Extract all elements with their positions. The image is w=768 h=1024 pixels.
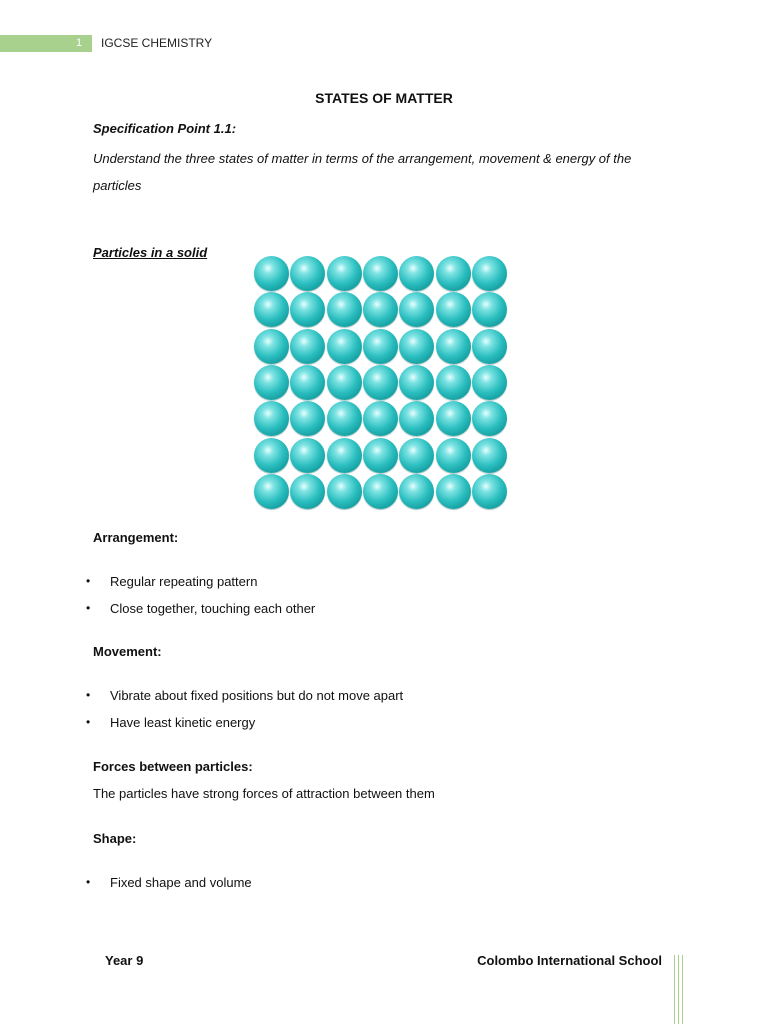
particle (399, 329, 434, 364)
particle (363, 365, 398, 400)
bullet-icon: • (86, 875, 91, 889)
particle (399, 365, 434, 400)
spec-point-text: Understand the three states of matter in terms of the arrangement, movement & energy of the particles (93, 151, 632, 193)
particle (472, 474, 507, 509)
particle (363, 401, 398, 436)
particle (290, 329, 325, 364)
particle (290, 292, 325, 327)
bullet-icon: • (86, 715, 91, 729)
particle (399, 401, 434, 436)
particle (290, 365, 325, 400)
particle (399, 474, 434, 509)
particle (436, 292, 471, 327)
particle (254, 365, 289, 400)
particle (436, 329, 471, 364)
bullet-icon: • (86, 688, 91, 702)
footer-rule (674, 955, 675, 1024)
page-title: STATES OF MATTER (315, 90, 453, 106)
particle (290, 438, 325, 473)
particle (399, 438, 434, 473)
bullet-icon: • (86, 574, 91, 588)
particle (363, 474, 398, 509)
particle (436, 474, 471, 509)
particle (327, 438, 362, 473)
shape-heading: Shape: (93, 831, 137, 846)
movement-heading: Movement: (93, 644, 162, 659)
particle (399, 256, 434, 291)
bullet-icon: • (86, 601, 91, 615)
page-number: 1 (75, 37, 83, 49)
particle (254, 329, 289, 364)
header-course-title: IGCSE CHEMISTRY (101, 36, 213, 50)
particle (363, 438, 398, 473)
particle (472, 329, 507, 364)
solid-particles-heading: Particles in a solid (93, 245, 208, 260)
particle (399, 292, 434, 327)
forces-heading: Forces between particles: (93, 759, 253, 774)
forces-text: The particles have strong forces of attraction between them (93, 786, 435, 801)
particle (436, 438, 471, 473)
particle (327, 401, 362, 436)
particle (363, 256, 398, 291)
particle (254, 292, 289, 327)
particle (436, 401, 471, 436)
particle (327, 474, 362, 509)
particle (327, 292, 362, 327)
footer-rule (678, 955, 679, 1024)
particle (436, 256, 471, 291)
particle (254, 401, 289, 436)
particle (254, 256, 289, 291)
arrangement-heading: Arrangement: (93, 530, 179, 545)
particle (472, 365, 507, 400)
particle (290, 401, 325, 436)
particle (254, 438, 289, 473)
footer-school: Colombo International School (477, 953, 662, 968)
footer-year: Year 9 (105, 953, 144, 968)
particle (472, 401, 507, 436)
particle (472, 292, 507, 327)
particle (472, 438, 507, 473)
particle (327, 256, 362, 291)
particle (290, 256, 325, 291)
particle (436, 365, 471, 400)
particle (254, 474, 289, 509)
spec-point-label: Specification Point 1.1: (93, 121, 237, 136)
particle (472, 256, 507, 291)
solid-particle-diagram (254, 256, 514, 512)
particle (363, 292, 398, 327)
footer-rule (682, 955, 683, 1024)
particle (290, 474, 325, 509)
particle (327, 365, 362, 400)
particle (363, 329, 398, 364)
particle (327, 329, 362, 364)
